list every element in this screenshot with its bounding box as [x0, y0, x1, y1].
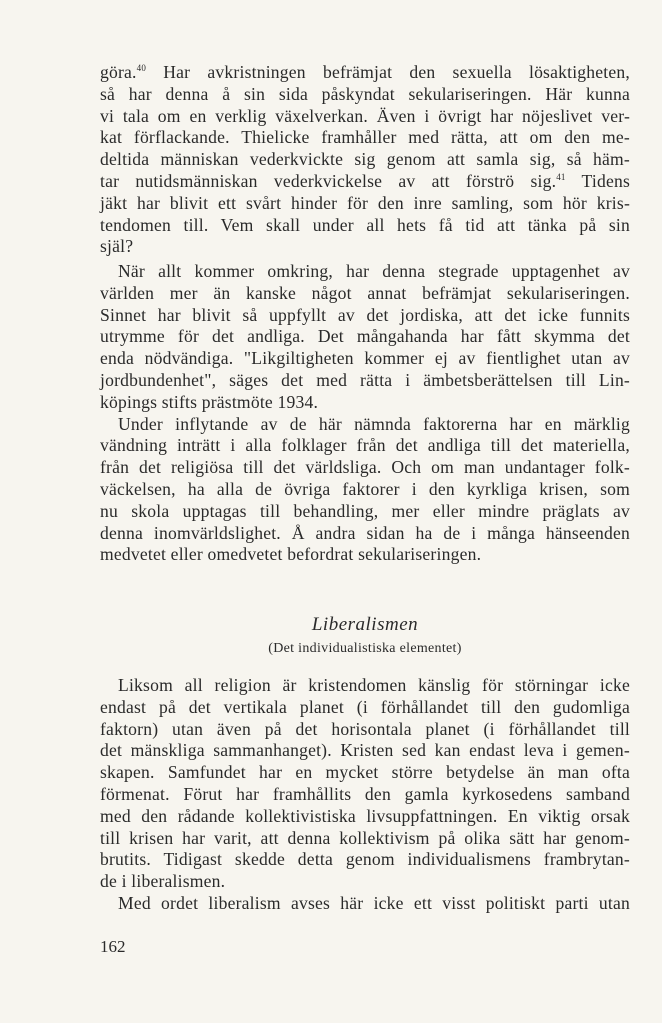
text-line: med den rådande kollektivistiska livsuppfattningen. En viktig orsak: [100, 805, 630, 826]
page-number: 162: [100, 937, 126, 956]
paragraph-block-2: [100, 261, 630, 566]
text-line: utrymme för det andliga. Det mångahanda har fått skymma det: [100, 326, 630, 347]
text-line: Liksom all religion är kristendomen känslig för störningar icke: [118, 675, 630, 695]
text-line: köpings stifts prästmöte 1934.: [100, 391, 319, 412]
text-line: kat förflackande. Thielicke framhåller med rätta, att om den me-: [100, 127, 630, 148]
text-line: När allt kommer omkring, har denna stegrade upptagenhet av: [118, 261, 630, 281]
footnote-ref-41[interactable]: 41: [556, 172, 566, 183]
paragraph-block-1: [100, 62, 630, 258]
section-title: Liberalismen: [311, 614, 419, 635]
text-line: de i liberalismen.: [100, 871, 226, 892]
text-line: Under inflytande av de här nämnda faktorerna har en märklig: [118, 413, 630, 434]
text-line: det mänskliga sammanhanget). Kristen sed kan endast leva i gemen-: [100, 740, 630, 761]
text-line: göra.$^{40}$ Har avkristningen befrämjat den sexuella lösaktigheten,: [100, 62, 630, 82]
paragraph-block-3: [100, 675, 630, 915]
text-line: enda nödvändiga. "Likgiltigheten kommer ej av fientlighet utan av: [100, 348, 630, 369]
text-line: vi tala om en verklig växelverkan. Även i övrigt har nöjeslivet ver-: [100, 105, 630, 126]
text-line: jäkt har blivit ett svårt hinder för den inre samling, som hör kris-: [100, 192, 630, 213]
text-line: faktorn) utan även på det horisontala planet (i förhållandet till: [100, 718, 630, 739]
text-line: världen mer än kanske något annat befrämjat sekulariseringen.: [100, 282, 630, 303]
text-line: nu skola upptagas till behandling, mer eller mindre präglats av: [100, 500, 630, 521]
text-line: från det religiösa till det världsliga. Och om man undantager folk-: [100, 457, 630, 478]
section-subtitle: (Det individualistiska elementet): [268, 641, 462, 656]
text-line: tendomen till. Vem skall under all hets få tid att tänka på sin: [100, 214, 630, 235]
text-line: denna inomvärldslighet. Å andra sidan ha de i många hänseenden: [100, 522, 630, 543]
text-line: medvetet eller omedvetet befordrat sekulariseringen.: [100, 544, 482, 565]
text-line: brutits. Tidigast skedde detta genom individualismens frambrytan-: [100, 849, 630, 870]
text-line: väckelsen, ha alla de övriga faktorer i den kyrkliga krisen, som: [100, 478, 630, 499]
text-line: så har denna å sin sida påskyndat sekulariseringen. Här kunna: [100, 83, 630, 104]
text-line: vändning inträtt i alla folklager från det andliga till det materiella,: [100, 435, 630, 456]
text-line: förmenat. Förut har framhållits den gamla kyrkosedens samband: [100, 783, 630, 804]
text-line: till krisen har varit, att denna kollektivism på olika sätt har genom-: [100, 827, 630, 848]
text-line: endast på det vertikala planet (i förhållandet till den gudomliga: [100, 696, 630, 717]
text-line: tar nutidsmänniskan vederkvickelse av att förströ sig.$^{41}$ Tidens: [100, 170, 631, 191]
text-line: Sinnet har blivit så uppfyllt av det jordiska, att det icke funnits: [100, 304, 630, 325]
text-line: själ?: [100, 236, 134, 257]
text-line: deltida människan vederkvickte sig genom att samla sig, så häm-: [100, 149, 630, 170]
text-line: skapen. Samfundet har en mycket större betydelse än man ofta: [100, 762, 630, 783]
text-line: jordbundenhet", säges det med rätta i ämbetsberättelsen till Lin-: [100, 369, 630, 390]
footnote-ref-40[interactable]: 40: [136, 63, 147, 74]
text-line: Med ordet liberalism avses här icke ett visst politiskt parti utan: [118, 892, 630, 913]
